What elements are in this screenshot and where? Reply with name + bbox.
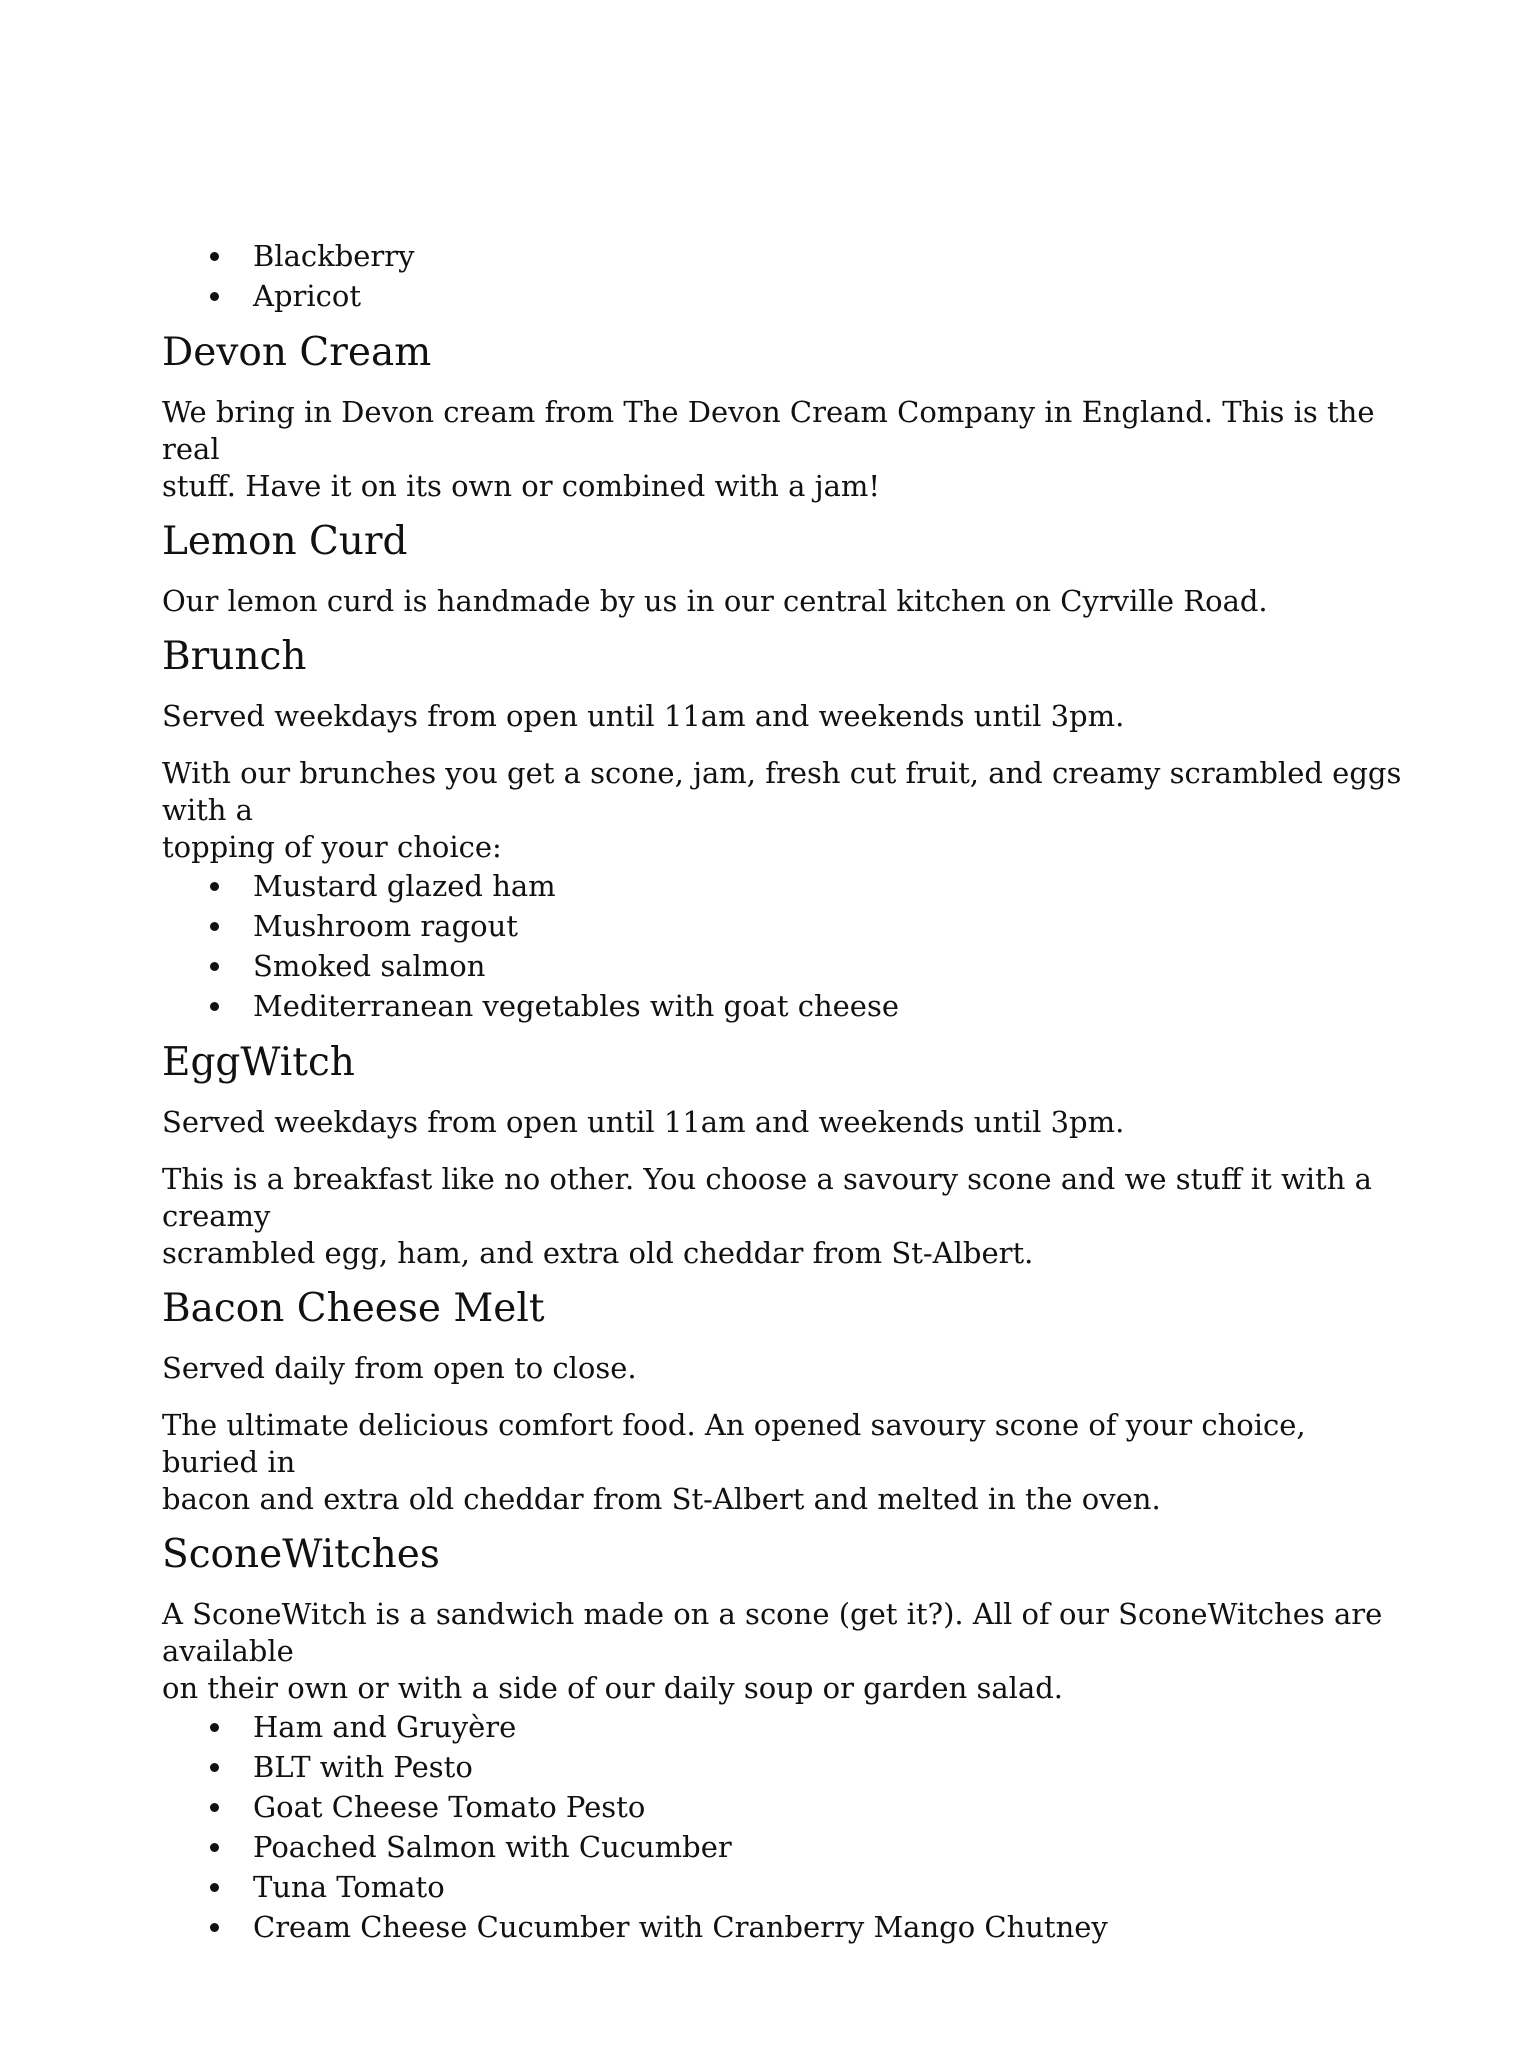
paragraph-line: With our brunches you get a scone, jam, fresh cut fruit, and creamy scrambled eggs with a bbox=[162, 756, 1402, 827]
paragraph-line: The ultimate delicious comfort food. An opened savoury scone of your choice, buried in bbox=[162, 1408, 1306, 1479]
paragraph-line: topping of your choice: bbox=[162, 830, 502, 864]
paragraph-line: stuff. Have it on its own or combined with a jam! bbox=[162, 469, 881, 503]
section-paragraph bbox=[162, 1407, 1402, 1518]
section-heading: Bacon Cheese Melt bbox=[162, 1286, 545, 1331]
section-lemon-curd bbox=[162, 518, 1402, 620]
list-item: Smoked salmon bbox=[162, 946, 1402, 986]
section-heading: Devon Cream bbox=[162, 330, 432, 375]
section-sconewitches bbox=[162, 1531, 1402, 1947]
list-item: Mustard glazed ham bbox=[162, 866, 1402, 906]
section-bacon-cheese-melt bbox=[162, 1285, 1402, 1518]
paragraph-line: This is a breakfast like no other. You choose a savoury scone and we stuff it with a creamy bbox=[162, 1162, 1372, 1233]
jam-list-continued bbox=[162, 236, 1402, 316]
section-brunch bbox=[162, 633, 1402, 1026]
section-paragraph bbox=[162, 1596, 1402, 1707]
section-paragraph bbox=[162, 755, 1402, 866]
brunch-toppings-list bbox=[162, 866, 1402, 1026]
section-devon-cream bbox=[162, 329, 1402, 505]
section-heading: SconeWitches bbox=[162, 1532, 440, 1577]
list-item: Tuna Tomato bbox=[162, 1867, 1402, 1907]
list-item: Mushroom ragout bbox=[162, 906, 1402, 946]
list-item: Poached Salmon with Cucumber bbox=[162, 1827, 1402, 1867]
section-paragraph: Served weekdays from open until 11am and weekends until 3pm. bbox=[162, 699, 1125, 733]
paragraph-line: scrambled egg, ham, and extra old cheddar from St-Albert. bbox=[162, 1236, 1034, 1270]
section-paragraph bbox=[162, 394, 1402, 505]
paragraph-line: on their own or with a side of our daily soup or garden salad. bbox=[162, 1671, 1064, 1705]
list-item: Mediterranean vegetables with goat cheese bbox=[162, 986, 1402, 1026]
section-heading: EggWitch bbox=[162, 1040, 355, 1085]
section-eggwitch bbox=[162, 1039, 1402, 1272]
list-item: Cream Cheese Cucumber with Cranberry Mango Chutney bbox=[162, 1907, 1402, 1947]
paragraph-line: We bring in Devon cream from The Devon Cream Company in England. This is the real bbox=[162, 395, 1375, 466]
paragraph-line: bacon and extra old cheddar from St-Albert and melted in the oven. bbox=[162, 1482, 1161, 1516]
list-item: Blackberry bbox=[162, 236, 1402, 276]
sconewitches-list bbox=[162, 1707, 1402, 1947]
section-paragraph: Served daily from open to close. bbox=[162, 1351, 637, 1385]
section-paragraph bbox=[162, 1161, 1402, 1272]
section-heading: Brunch bbox=[162, 634, 307, 679]
list-item: Ham and Gruyère bbox=[162, 1707, 1402, 1747]
section-paragraph: Our lemon curd is handmade by us in our central kitchen on Cyrville Road. bbox=[162, 584, 1268, 618]
list-item: BLT with Pesto bbox=[162, 1747, 1402, 1787]
paragraph-line: A SconeWitch is a sandwich made on a scone (get it?). All of our SconeWitches are available bbox=[162, 1597, 1383, 1668]
list-item: Goat Cheese Tomato Pesto bbox=[162, 1787, 1402, 1827]
list-item: Apricot bbox=[162, 276, 1402, 316]
section-heading: Lemon Curd bbox=[162, 519, 408, 564]
section-paragraph: Served weekdays from open until 11am and weekends until 3pm. bbox=[162, 1105, 1125, 1139]
document-page bbox=[162, 236, 1402, 1947]
